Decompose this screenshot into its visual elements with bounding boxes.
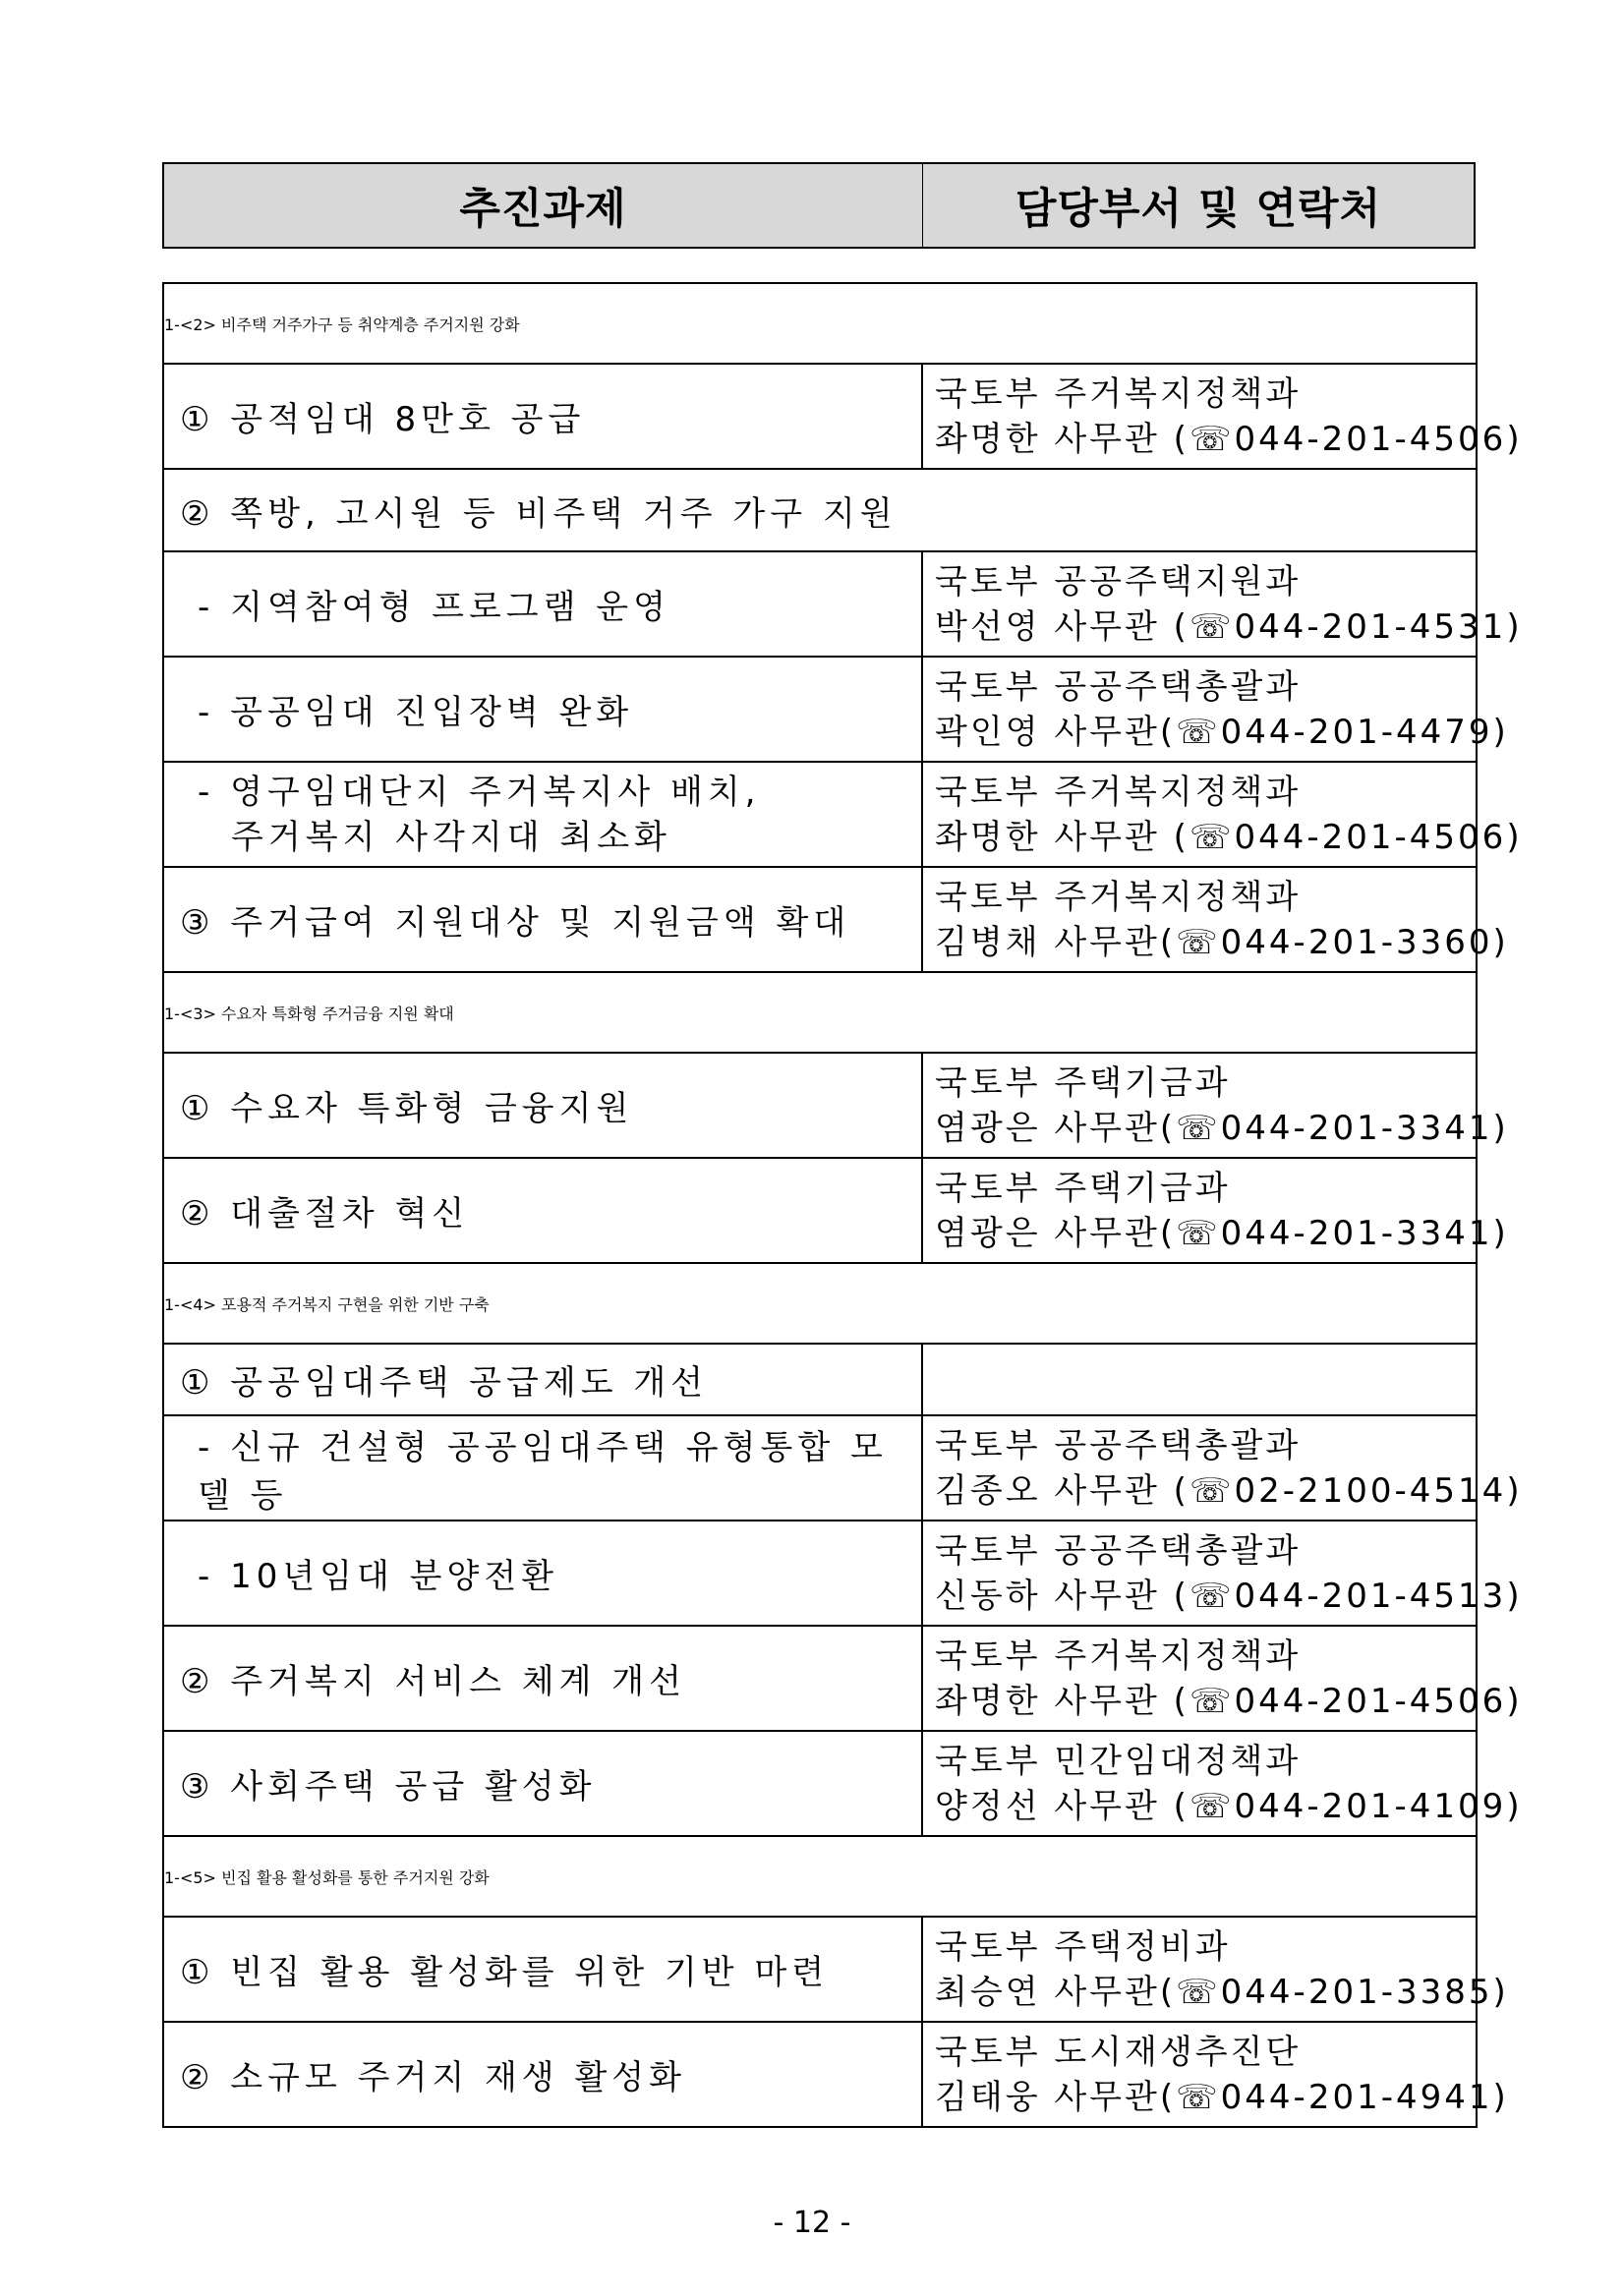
table-row: [163, 1158, 1477, 1263]
department: 국토부 공공주택총괄과: [935, 1530, 1302, 1571]
contact-cell: [922, 1415, 1523, 1521]
table-row: [163, 1344, 1477, 1415]
task-cell: ① 빈집 활용 활성화를 위한 기반 마련: [163, 1917, 922, 2022]
task-cell: ② 주거복지 서비스 체계 개선: [163, 1626, 922, 1731]
table-row: [163, 1053, 1477, 1158]
table-row: [163, 1626, 1477, 1731]
contact-person: 김태웅 사무관(☏044-201-4941): [935, 2077, 1509, 2117]
table-row: [163, 551, 1477, 657]
department: 국토부 주택기금과: [935, 1062, 1231, 1103]
table-row: [163, 1521, 1477, 1626]
task-cell: ② 쪽방, 고시원 등 비주택 거주 가구 지원: [163, 469, 1477, 551]
contact-person: 좌명한 사무관 (☏044-201-4506): [935, 1681, 1523, 1721]
task-cell: ③ 사회주택 공급 활성화: [163, 1731, 922, 1836]
task-cell: ③ 주거급여 지원대상 및 지원금액 확대: [163, 867, 922, 972]
department: 국토부 민간임대정책과: [935, 1741, 1302, 1781]
task-cell: [163, 762, 922, 867]
contact-person: 김병채 사무관(☏044-201-3360): [935, 922, 1509, 962]
contact-person: 곽인영 사무관(☏044-201-4479): [935, 712, 1509, 752]
section-row: [163, 1263, 1477, 1344]
task-table: [162, 282, 1523, 2128]
contact-cell: [922, 551, 1523, 657]
contact-cell: [922, 364, 1523, 469]
table-row: [163, 762, 1477, 867]
task-cell: ① 공공임대주택 공급제도 개선: [163, 1344, 922, 1415]
department: 국토부 주거복지정책과: [935, 1636, 1302, 1676]
header-task: 추진과제: [164, 164, 923, 247]
section-title: 1-<3> 수요자 특화형 주거금융 지원 확대: [163, 972, 1477, 1053]
contact-cell: [922, 1917, 1509, 2022]
task-cell: - 신규 건설형 공공임대주택 유형통합 모델 등: [163, 1415, 922, 1521]
contact-person: 김종오 사무관 (☏02-2100-4514): [935, 1470, 1523, 1511]
table-header: [162, 162, 1476, 249]
contact-cell: [922, 1158, 1509, 1263]
task-cell: ② 소규모 주거지 재생 활성화: [163, 2022, 922, 2127]
contact-cell: [922, 657, 1509, 762]
department: 국토부 주거복지정책과: [935, 877, 1302, 917]
page-number: - 12 -: [773, 2206, 851, 2240]
contact-person: 좌명한 사무관 (☏044-201-4506): [935, 419, 1523, 459]
task-cell: ① 공적임대 8만호 공급: [163, 364, 922, 469]
section-row: [163, 972, 1477, 1053]
department: 국토부 주거복지정책과: [935, 772, 1302, 812]
department: 국토부 도시재생추진단: [935, 2032, 1302, 2072]
task-cell: ② 대출절차 혁신: [163, 1158, 922, 1263]
table-row: [163, 1917, 1477, 2022]
task-line: 주거복지 사각지대 최소화: [231, 817, 671, 857]
contact-cell: [922, 1053, 1509, 1158]
table-row: [163, 867, 1477, 972]
task-cell: - 10년임대 분양전환: [163, 1521, 922, 1626]
department: 국토부 주택기금과: [935, 1168, 1231, 1208]
contact-person: 좌명한 사무관 (☏044-201-4506): [935, 817, 1523, 857]
department: 국토부 주택정비과: [935, 1926, 1231, 1967]
contact-cell: [922, 1344, 1477, 1415]
header-contact: 담당부서 및 연락처: [1015, 184, 1382, 234]
contact-cell: [922, 1626, 1523, 1731]
contact-person: 양정선 사무관 (☏044-201-4109): [935, 1786, 1523, 1826]
section-row: [163, 1836, 1477, 1917]
department: 국토부 공공주택지원과: [935, 561, 1302, 602]
table-row: [163, 1415, 1477, 1521]
section-title: 1-<5> 빈집 활용 활성화를 통한 주거지원 강화: [163, 1836, 1477, 1917]
department: 국토부 공공주택총괄과: [935, 666, 1302, 707]
contact-cell: [922, 867, 1509, 972]
department: 국토부 공공주택총괄과: [935, 1425, 1302, 1465]
contact-person: 신동하 사무관 (☏044-201-4513): [935, 1576, 1523, 1616]
table-row: [163, 2022, 1477, 2127]
department: 국토부 주거복지정책과: [935, 373, 1302, 414]
contact-person: 염광은 사무관(☏044-201-3341): [935, 1108, 1509, 1148]
table-row: [163, 657, 1477, 762]
task-cell: - 공공임대 진입장벽 완화: [163, 657, 922, 762]
section-title: 1-<4> 포용적 주거복지 구현을 위한 기반 구축: [163, 1263, 1477, 1344]
contact-cell: [922, 1731, 1523, 1836]
contact-cell: [922, 2022, 1509, 2127]
task-cell: - 지역참여형 프로그램 운영: [163, 551, 922, 657]
contact-person: 최승연 사무관(☏044-201-3385): [935, 1972, 1509, 2012]
contact-cell: [922, 762, 1523, 867]
contact-person: 박선영 사무관 (☏044-201-4531): [935, 606, 1523, 647]
table-row: [163, 469, 1477, 551]
task-line: - 영구임대단지 주거복지사 배치,: [198, 772, 761, 812]
task-cell: ① 수요자 특화형 금융지원: [163, 1053, 922, 1158]
section-title: 1-<2> 비주택 거주가구 등 취약계층 주거지원 강화: [163, 283, 1477, 364]
contact-cell: [922, 1521, 1523, 1626]
table-row: [163, 1731, 1477, 1836]
table-row: [163, 364, 1477, 469]
contact-person: 염광은 사무관(☏044-201-3341): [935, 1213, 1509, 1253]
section-row: [163, 283, 1477, 364]
